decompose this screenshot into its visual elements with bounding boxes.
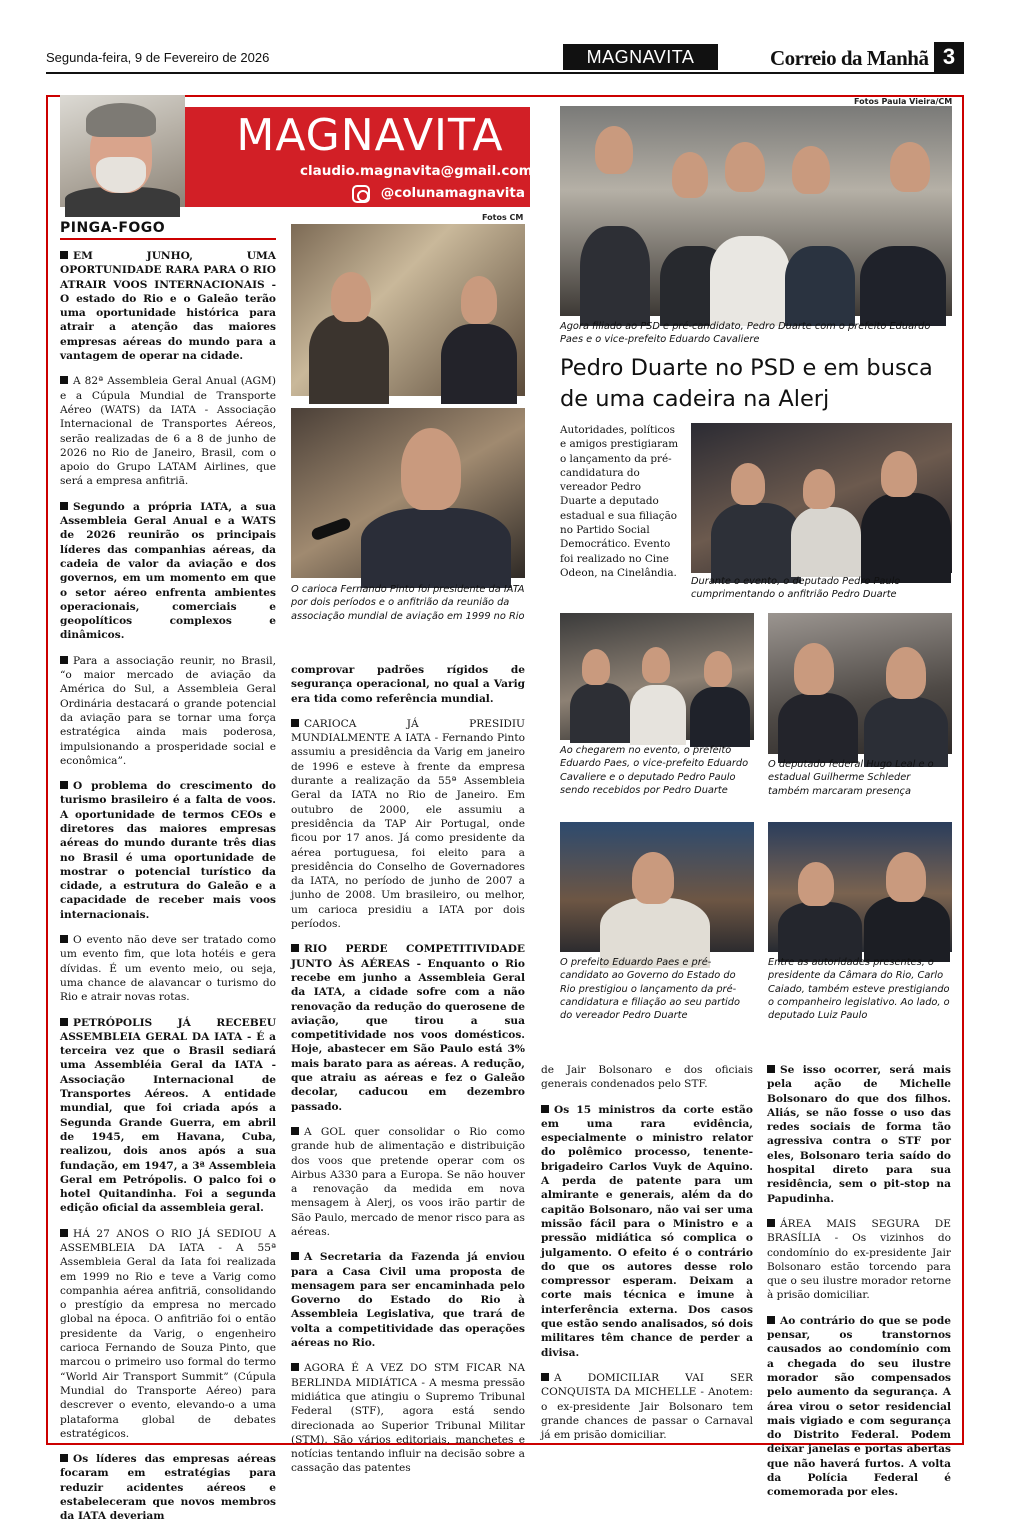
feature-body <box>560 423 680 580</box>
col2-paragraph <box>291 1361 525 1475</box>
caption-during: Durante o evento, o deputado Pedro Paulo cumprimentando o anfitrião Pedro Duarte <box>691 576 901 601</box>
col1-paragraph <box>60 500 276 643</box>
col1-paragraph-bold: Segundo a própria IATA, a sua Assembleia Geral Anual e a WATS de 2026 reunirão os principais líderes das companhias aéreas, da cadeia de valor da aviação e dos governos, em um momento em que o setor aéreo enfrenta ambientes operacionais, comerciais e geopolíticos complexos e dinâmicos. <box>60 500 276 642</box>
col4-paragraph-bold: Ao contrário do que se pode pensar, os transtornos causados ao condomínio com a chegada do seu ilustre morador são compensados pelo aumento da segurança. A área virou o setor residencial mais vigiado e com segurança do Distrito Federal. Podem deixar janelas e portas abertas que não haverá furtos. A volta da Polícia Federal é comemorada por eles. <box>767 1314 951 1499</box>
col4-paragraph <box>767 1063 951 1206</box>
text-column-1 <box>60 249 276 1535</box>
col2-paragraph-bold: comprovar padrões rígidos de segurança operacional, no qual a Varig era tida como referência mundial. <box>291 664 525 705</box>
text-column-4 <box>767 1063 951 1511</box>
photo-fernando-pinto <box>291 408 525 578</box>
photo-credit-right: Fotos Paula Vieira/CM <box>854 97 953 106</box>
photo-interview-office <box>291 224 525 396</box>
col2-paragraph-text: A GOL quer consolidar o Rio como grande hub de alimentação e distribuição dos voos que pretende operar com os Airbus A330 para a Europa. Se não houver a renovação da medida em nova mensagem à Alerj, os voos irão partir de São Paulo, mercado de menor risco para as aéreas. <box>291 1125 525 1238</box>
column-title: MAGNAVITA <box>236 110 504 161</box>
col1-paragraph-text: Para a associação reunir, no Brasil, “o maior mercado de aviação da América do Sul, a Assembleia Geral Ordinária destacará o grande potencial da aviação para se tornar uma força estratégica ainda mais poderosa, impulsionando a prosperidade social e econômica”. <box>60 654 276 767</box>
col3-paragraph <box>541 1063 753 1092</box>
col4-paragraph <box>767 1314 951 1500</box>
photo-hugo-leal <box>768 613 952 754</box>
caption-hugo: O deputado federal Hugo Leal e o estadual Guilherme Schleder também marcaram presença <box>768 759 934 797</box>
photo-main-group <box>560 106 952 316</box>
caption-paes: O prefeito Eduardo Paes e pré-candidato ao Governo do Estado do Rio prestigiou o lançamento da pré-candidatura e filiação ao seu partido do vereador Pedro Duarte <box>560 957 740 1022</box>
photo-arrival <box>560 613 754 740</box>
columnist-email[interactable]: claudio.magnavita@gmail.com <box>300 163 533 179</box>
col2-paragraph <box>291 1250 525 1350</box>
col1-paragraph-bold: EM JUNHO, UMA OPORTUNIDADE RARA PARA O RIO ATRAIR VOOS INTERNACIONAIS - O estado do Rio e o Galeão terão uma oportunidade histórica para atrair a atenção das maiores empresas aéreas do mundo para a vantagem de operar na cidade. <box>60 250 276 363</box>
issue-date: Segunda-feira, 9 de Fevereiro de 2026 <box>46 50 270 65</box>
newspaper-name: Correio da Manhã <box>770 46 929 70</box>
caption-main: Agora filiado ao PSD e pré-candidato, Pedro Duarte com o prefeito Eduardo Paes e o vice-prefeito Eduardo Cavaliere <box>560 321 931 346</box>
col1-paragraph <box>60 1452 276 1523</box>
col2-paragraph <box>291 717 525 931</box>
page-number: 3 <box>934 42 964 72</box>
col3-paragraph-text: A DOMICILIAR VAI SER CONQUISTA DA MICHELLE - Anotem: o ex-presidente Jair Bolsonaro tem grande chances de passar o Carnaval já em prisão domiciliar. <box>541 1371 753 1442</box>
col2-paragraph-bold: RIO PERDE COMPETITIVIDADE JUNTO ÀS AÉREAS - Enquanto o Rio recebe em junho a Assembleia Geral da IATA, a cidade sofre com a não renovação da redução do querosene de aviação, que tirou a sua competitividade nos voos domésticos. Hoje, abastecer em São Paulo está 3% mais barato para as aéreas. A redução, que atraiu as aéreas e fez o Galeão decolar, caducou em dezembro passado. <box>291 943 525 1113</box>
col1-paragraph-text: A 82ª Assembleia Geral Anual (AGM) e a Cúpula Mundial de Transporte Aéreo (WATS) da IATA - Associação Internacional de Transportes Aéreos, serão realizadas de 6 a 8 de junho de 2026 no Rio de Janeiro, Brasil, com o apoio do Grupo LATAM Airlines, que será a empresa anfitriã. <box>60 375 276 488</box>
col1-paragraph-bold: PETRÓPOLIS JÁ RECEBEU ASSEMBLEIA GERAL DA IATA - É a terceira vez que o Brasil sediará uma Assembléia Geral da IATA - Associação Internacional de Transportes Aéreos. A entidade mundial, que foi criada após a Segunda Grande Guerra, em abril de 1945, em Havana, Cuba, realizou, dois anos após a sua fundação, em 1947, a 3ª Assembleia Geral em Petrópolis. O palco foi o hotel Quitandinha. Foi a segunda edição oficial da assembleia geral. <box>60 1016 276 1215</box>
col4-paragraph-bold: Se isso ocorrer, será mais pela ação de Michelle Bolsonaro do que dos filhos. Aliás, se não fosse o uso das redes sociais de forma tão agressiva contra o STF por eles, Bolsonaro teria saído do hospital direto para sua residência, sem o pit-stop na Papudinha. <box>767 1064 951 1205</box>
pinga-fogo-label: PINGA-FOGO <box>60 220 166 236</box>
feature-body-text: Autoridades, políticos e amigos prestigiaram o lançamento da pré-candidatura do vereador Pedro Duarte a deputado estadual e sua filiação no Partido Social Democrático. Evento foi realizado no Cine Odeon, na Cinelândia. <box>560 424 679 579</box>
col1-paragraph <box>60 933 276 1004</box>
col2-paragraph-bold: A Secretaria da Fazenda já enviou para a Casa Civil uma proposta de mensagem para ser encaminhada pelo Governo do Estado do Rio à Assembleia Legislativa, que trará de volta a competitividade das operações aéreas no Rio. <box>291 1251 525 1350</box>
pinga-fogo-rule <box>60 238 276 240</box>
photo-eduardo-paes <box>560 822 754 952</box>
caption-fernando: O carioca Fernando Pinto foi presidente da IATA por dois períodos e o anfitrião da reunião da associação mundial de aviação em 1999 no Rio <box>291 584 525 622</box>
caption-caiado: Entre as autoridades presentes, o presidente da Câmara do Rio, Carlo Caiado, também esteve prestigiando o companheiro legislativo. Ao lado, o deputado Luiz Paulo <box>768 957 950 1022</box>
col2-paragraph <box>291 663 525 706</box>
feature-headline: Pedro Duarte no PSD e em busca de uma cadeira na Alerj <box>560 355 933 412</box>
text-column-2 <box>291 663 525 1487</box>
col1-paragraph-text: O evento não deve ser tratado como um evento fim, que lota hotéis e gera dívidas. É um evento meio, ou seja, uma chance de alavancar o turismo do Rio e atrair novas rotas. <box>60 934 276 1004</box>
col2-paragraph-text: CARIOCA JÁ PRESIDIU MUNDIALMENTE A IATA - Fernando Pinto assumiu a presidência da Varig em janeiro de 1996 e esteve à frente da empresa durante a realização da 55ª Assembleia Geral da IATA no Rio de Janeiro. Em outubro de 2000, ele assumiu a presidência da TAP Air Portugal, onde ficou por 17 anos. Já como presidente da aérea portuguesa, foi eleito para a presidência do Conselho de Governadores da IATA, no período de junho de 2007 a junho de 2008. Um brasileiro, ou melhor, um carioca presidiu a IATA por dois períodos. <box>291 717 525 931</box>
col2-paragraph <box>291 1125 525 1239</box>
photo-credit-left: Fotos CM <box>482 213 524 222</box>
columnist-instagram[interactable]: @colunamagnavita <box>380 185 525 201</box>
col2-paragraph-text: AGORA É A VEZ DO STM FICAR NA BERLINDA MIDIÁTICA - A mesma pressão midiática que atingiu o Supremo Tribunal Federal (STF), agora está sendo direcionada ao Superior Tribunal Militar (STM). São vários editoriais, manchetes e notícias tentando influir na decisão sobre a cassação das patentes <box>291 1362 525 1475</box>
col1-paragraph <box>60 654 276 768</box>
caption-arrival: Ao chegarem no evento, o prefeito Eduardo Paes, o vice-prefeito Eduardo Cavaliere e o deputado Pedro Paulo sendo recebidos por Pedro Duarte <box>560 745 749 796</box>
col4-paragraph-text: ÁREA MAIS SEGURA DE BRASÍLIA - Os vizinhos do condomínio do ex-presidente Jair Bolsonaro estão torcendo para que o seu ilustre morador retorne à prisão domiciliar. <box>767 1217 951 1302</box>
photo-during-event <box>691 423 952 573</box>
col3-paragraph <box>541 1103 753 1360</box>
col1-paragraph-bold: Os líderes das empresas aéreas focaram em estratégias para reduzir acidentes aéreos e estabeleceram que novos membros da IATA deveriam <box>60 1453 276 1523</box>
text-column-3 <box>541 1063 753 1453</box>
col1-paragraph <box>60 374 276 488</box>
col1-paragraph-bold: O problema do crescimento do turismo brasileiro é a falta de voos. A oportunidade de termos CEOs e diretores das maiores empresas aéreas do mundo durante três dias no Brasil é uma oportunidade de mostrar o potencial turístico da cidade, a estrutura do Galeão e a capacidade de receber mais voos internacionais. <box>60 780 276 921</box>
col2-paragraph <box>291 942 525 1114</box>
col3-paragraph-bold: Os 15 ministros da corte estão em uma rara evidência, especialmente o ministro relator do polêmico processo, tenente-brigadeiro Carlos Vuyk de Aquino. A perda de patente para um almirante e generais, além da do capitão Bolsonaro, não vai ser uma missão fácil para o Ministro e a pressão midiática só complica o julgamento. O efeito é o contrário do que os autores desse rolo compressor esperam. Deixam a corte mais técnica e imune à interferência externa. Dos casos que estão sendo analisados, só dois militares têm chance de perder a divisa. <box>541 1103 753 1359</box>
col3-paragraph <box>541 1371 753 1442</box>
columnist-portrait <box>60 95 185 207</box>
col1-paragraph <box>60 1227 276 1441</box>
col1-paragraph <box>60 249 276 363</box>
header-rule <box>46 72 964 74</box>
section-tag: MAGNAVITA <box>563 44 718 70</box>
col3-paragraph-text: de Jair Bolsonaro e dos oficiais generais condenados pelo STF. <box>541 1064 753 1091</box>
col1-paragraph-text: HÁ 27 ANOS O RIO JÁ SEDIOU A ASSEMBLEIA DA IATA - A 55ª Assembleia Geral da Iata foi realizada em 1999 no Rio e teve a Varig como companhia aérea anfitriã, consolidando o prestígio da empresa no mercado global na época. O anfitrião foi o então presidente da Varig, o engenheiro carioca Fernando de Souza Pinto, que marcou o primeiro uso formal do termo “World Air Transport Summit” (Cúpula Mundial do Transporte Aéreo) para descrever o evento, elevando-o a uma plataforma global de debates estratégicos. <box>60 1227 276 1440</box>
col1-paragraph <box>60 1016 276 1216</box>
col4-paragraph <box>767 1217 951 1303</box>
photo-carlo-caiado <box>768 822 952 952</box>
col1-paragraph <box>60 779 276 922</box>
